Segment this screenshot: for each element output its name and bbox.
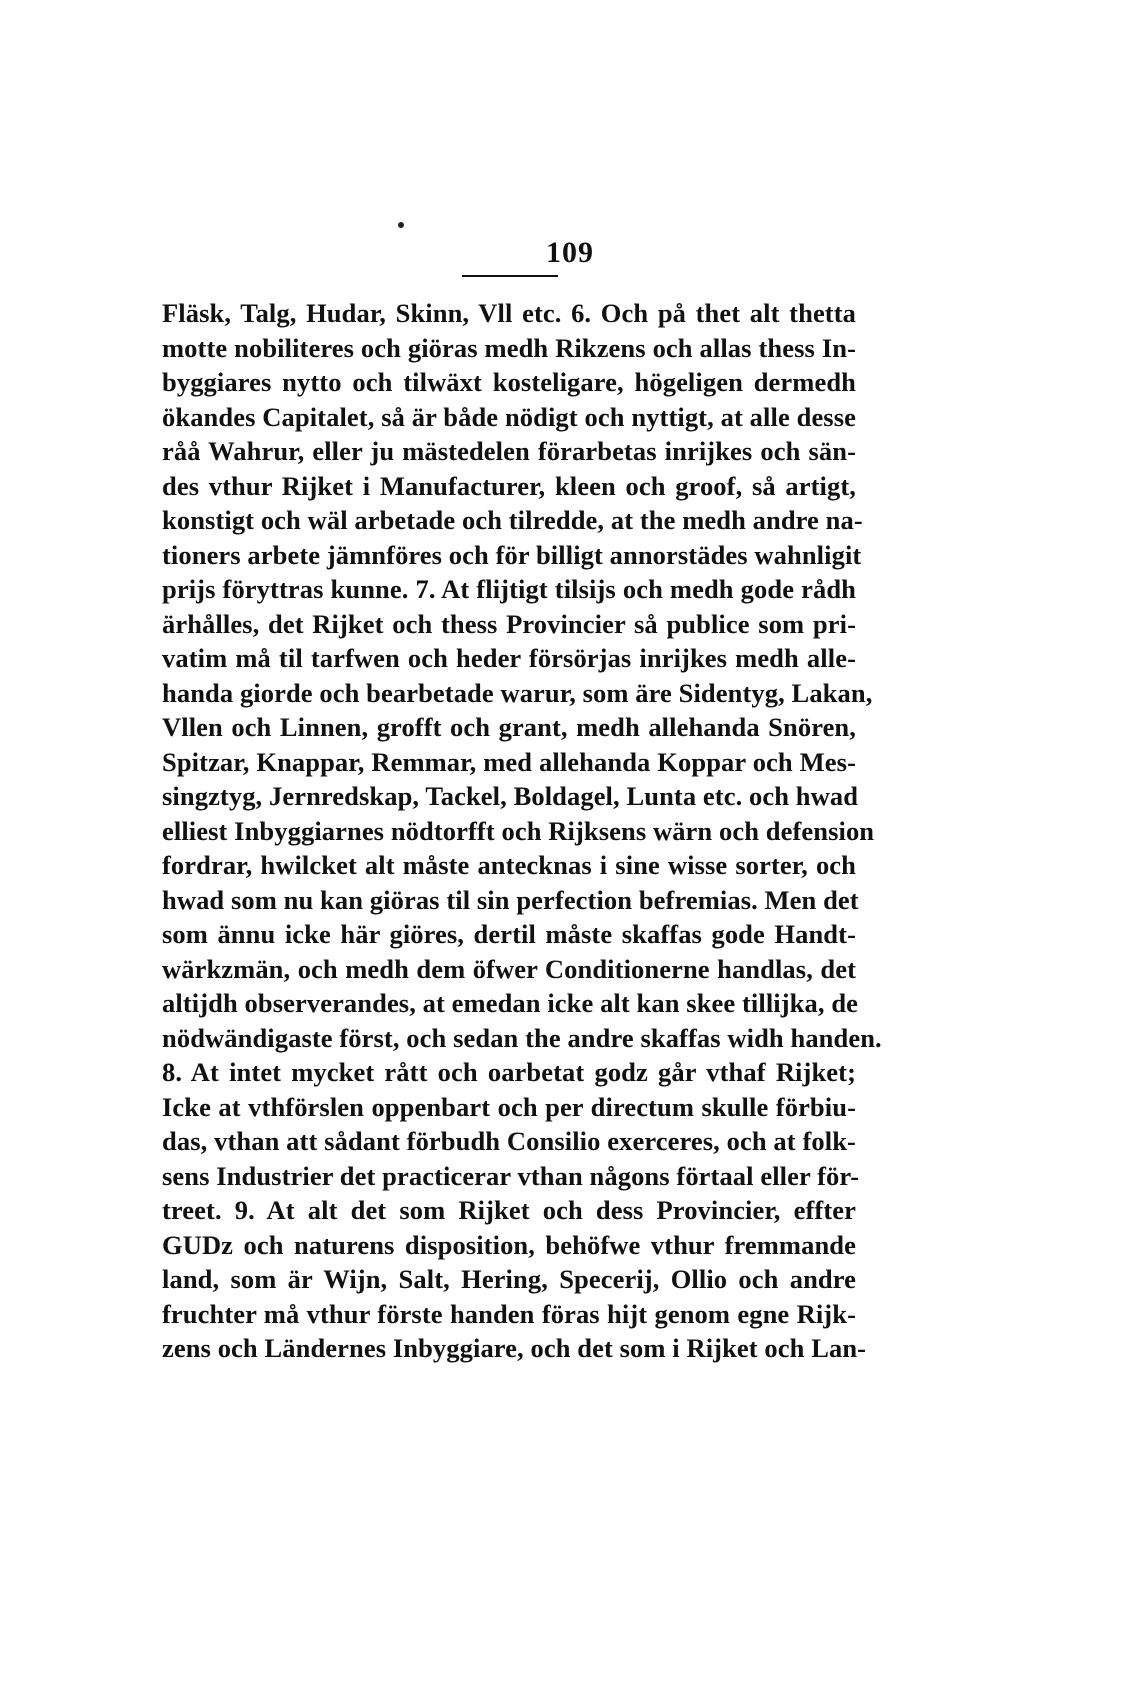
- text-line: hwad som nu kan giöras til sin perfection befremias. Men det: [162, 884, 859, 915]
- text-line: Icke at vthförslen oppenbart och per directum skulle förbiu-: [162, 1091, 856, 1122]
- text-line: Spitzar, Knappar, Remmar, med allehanda Koppar och Mes-: [162, 746, 856, 777]
- text-line: treet. 9. At alt det som Rijket och dess Provincier, effter: [162, 1195, 856, 1225]
- text-line: vatim må til tarfwen och heder försörjas inrijkes medh alle-: [162, 643, 856, 673]
- text-line: tioners arbete jämnföres och för billigt annorstädes wahnligit: [162, 539, 862, 570]
- text-line: fordrar, hwilcket alt måste antecknas i sine wisse sorter, och: [162, 850, 856, 880]
- text-line: Fläsk, Talg, Hudar, Skinn, Vll etc. 6. Och på thet alt thetta: [162, 298, 856, 328]
- text-line: ärhålles, det Rijket och thess Provincier så publice som pri-: [162, 608, 856, 639]
- text-line: altijdh observerandes, at emedan icke alt kan skee tillijka, de: [162, 988, 859, 1018]
- text-line: konstigt och wäl arbetade och tilredde, at the medh andre na-: [162, 505, 863, 535]
- text-line: byggiares nytto och tilwäxt kosteligare, högeligen dermedh: [162, 367, 856, 397]
- text-line: singztyg, Jernredskap, Tackel, Boldagel, Lunta etc. och hwad: [162, 781, 859, 811]
- page-number-rule: [462, 275, 558, 277]
- text-line: nödwändigaste först, och sedan the andre skaffas widh handen.: [162, 1022, 882, 1053]
- text-line: prijs föryttras kunne. 7. At flijtigt tilsijs och medh gode rådh: [162, 574, 856, 604]
- page-number: 109: [546, 236, 594, 269]
- text-line: elliest Inbyggiarnes nödtorfft och Rijksens wärn och defension: [162, 815, 875, 846]
- text-line: das, vthan att sådant förbudh Consilio exerceres, och at folk-: [162, 1126, 856, 1156]
- body-text: [162, 296, 882, 1366]
- text-line: 8. At intet mycket rått och oarbetat godz går vthaf Rijket;: [162, 1057, 856, 1087]
- text-line: ökandes Capitalet, så är både nödigt och nyttigt, at alle desse: [162, 401, 856, 432]
- text-line: fruchter må vthur förste handen föras hijt genom egne Rijk-: [162, 1298, 856, 1329]
- text-line: sens Industrier det practicerar vthan någons förtaal eller för-: [162, 1160, 860, 1191]
- text-line: zens och Ländernes Inbyggiare, och det som i Rijket och Lan-: [162, 1333, 867, 1363]
- text-line: des vthur Rijket i Manufacturer, kleen och groof, så artigt,: [162, 470, 856, 501]
- text-line: wärkzmän, och medh dem öfwer Conditionerne handlas, det: [162, 953, 856, 984]
- text-line: motte nobiliteres och giöras medh Rikzens och allas thess In-: [162, 332, 856, 363]
- text-line: Vllen och Linnen, grofft och grant, medh allehanda Snören,: [162, 712, 856, 742]
- ink-speck: [398, 222, 404, 228]
- text-line: land, som är Wijn, Salt, Hering, Specerij, Ollio och andre: [162, 1264, 856, 1294]
- text-line: handa giorde och bearbetade warur, som äre Sidentyg, Lakan,: [162, 677, 873, 708]
- text-line: GUDz och naturens disposition, behöfwe vthur fremmande: [162, 1229, 856, 1260]
- text-line: råå Wahrur, eller ju mästedelen förarbetas inrijkes och sän-: [162, 436, 856, 466]
- text-line: som ännu icke här giöres, dertil måste skaffas gode Handt-: [162, 919, 856, 949]
